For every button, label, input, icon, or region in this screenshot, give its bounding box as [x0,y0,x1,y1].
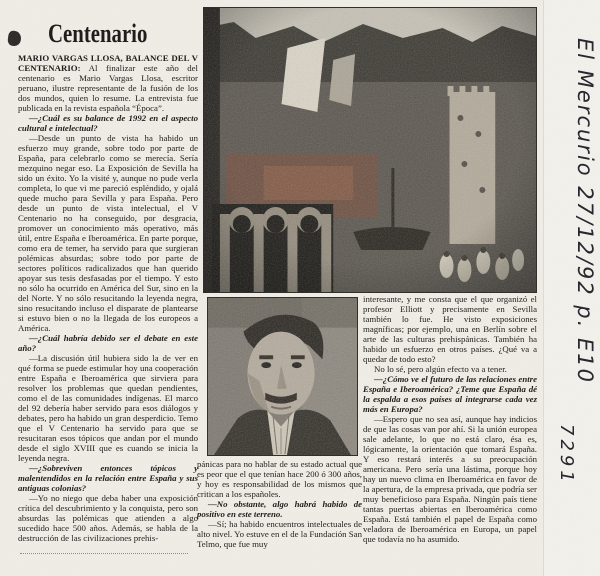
question-2: —¿Cuál habría debido ser el debate en este año? [18,333,198,353]
question-1: —¿Cuál es su balance de 1992 en el aspecto cultural e intelectual? [18,113,198,133]
vargas-llosa-portrait-illustration [208,298,357,455]
handwritten-archive-number: 7291 [556,424,577,486]
article-column-middle [197,459,362,559]
lead-text: Al finalizar este año del centenario es Mario Vargas Llosa, escritor peruano, ilustre representante de la fusión de los dos mundos, quien lo resume. La entrevista fue publicada en la revista española “Época”. [18,63,198,113]
question-4: —No obstante, algo habrá habido de positivo en este terreno. [197,499,362,519]
answer-5: —Espero que no sea así, aunque hay indicios de que las cosas van por ahí. Si la unión europea sale adelante, lo que no está claro, ésa es, lógicamente, la orientación que tomará España. Y eso restará interés a su preocupación americana. Pero sería una lástima, porque hoy hay un nuevo clima en Iberoamérica en favor de la apertura, de la empresa privada, que podría ser muy beneficioso para España. Ningún país tiene tantas puertas abiertas en Iberoamérica como España. Está también el papel de España como veladora de Iberoamérica en Europa, un papel que todavía no ha asumido. [363,414,537,544]
answer-4-part1: —Sí; ha habido encuentros intelectuales de alto nivel. Yo estuve en el de la Fundación San Telmo, que fue muy [197,519,362,549]
article-column-left [18,53,198,553]
column-end-rule [20,553,188,554]
answer-1: —Desde un punto de vista ha habido un esfuerzo muy grande, sobre todo por parte de España, para celebrarlo como se merecía. Sería mezquino negar eso. La Exposición de Sevilla ha sido un éxito. Yo la visité y, aunque no pude verla completa, lo que vi me pareció espléndido, y ojalá quede mucho para Sevilla y para España. Pero desde un punto de vista intelectual, el V Centenario no ha conseguido, por desgracia, promover un conocimiento más operativo, más útil, entre España e Iberoamérica. En parte porque, como era de temer, ha servido para que surgieran polémicas absurdas; sobre todo por parte de sectores políticos radicalizados que han querido apoyar sus tesis desfasadas por el tiempo. Y esto no sólo ha ocurrido en América del Sur, sino en la del Norte. Y no sólo resucitando la leyenda negra, sino resucitando incluso el disparate de plantearse si estuvo bien o no la llegada de los europeos a América. [18,133,198,333]
harbor-painting-illustration [204,8,536,292]
question-3: —¿Sobreviven entonces tópicos y malentendidos en la relación entre España y sus antiguas colonias? [18,463,198,493]
answer-3-part1: —Yo no niego que deba haber una exposición crítica del descubrimiento y la conquista, pero son absurdas las polémicas que atienden a algo sucedido hace 500 años. Además, se habla de la destrucción de las civilizaciones prehis- [18,493,198,543]
answer-4-part2: interesante, y me consta que el que organizó el profesor Elliott y precisamente en Sevilla también lo fue. He visto exposiciones magníficas; por ejemplo, una en Berlín sobre el arte de las culturas prehispánicas. También ha habido un esfuerzo en otros países. ¿Qué va a quedar de todo esto? [363,294,537,364]
harbor-painting-image [203,7,537,293]
clipping-torn-edge [543,0,544,576]
handwritten-source-note: El Mercurio 27/12/92 p. E10 [573,38,597,384]
article-title: Centenario [48,19,148,48]
lead-label: MARIO VARGAS LLOSA, BALANCE DEL V CENTENARIO: [18,53,198,73]
answer-2: —La discusión útil hubiera sido la de ver en qué forma se puede estimular hoy una cooperación entre España e Iberoamérica que sirviera para resolver los problemas que quedan pendientes, como el de las comunidades indígenas. El marco del 92 debería haber servido para esos diálogos y debates, pero ha habido un gran desperdicio. Temo que el V Centenario ha servido para que se resucitaran esos tópicos que andan por el mundo desde el siglo XVIII que es cuando se inicia la leyenda negra. [18,353,198,463]
lead-paragraph [18,53,198,113]
vargas-llosa-portrait-image [207,297,358,456]
answer-4-part3: No lo sé, pero algún efecto va a tener. [374,364,507,374]
question-5: —¿Cómo ve el futuro de las relaciones entre España e Iberoamérica? ¿Teme que España dé la espalda a esos países al integrarse cada vez más en Europa? [363,374,537,414]
article-column-right [363,294,537,566]
answer-3-part2: pánicas para no hablar de su estado actual que es peor que el que tenían hace 200 ó 300 años, y hoy es responsabilidad de los mismos que critican a los españoles. [197,459,362,499]
